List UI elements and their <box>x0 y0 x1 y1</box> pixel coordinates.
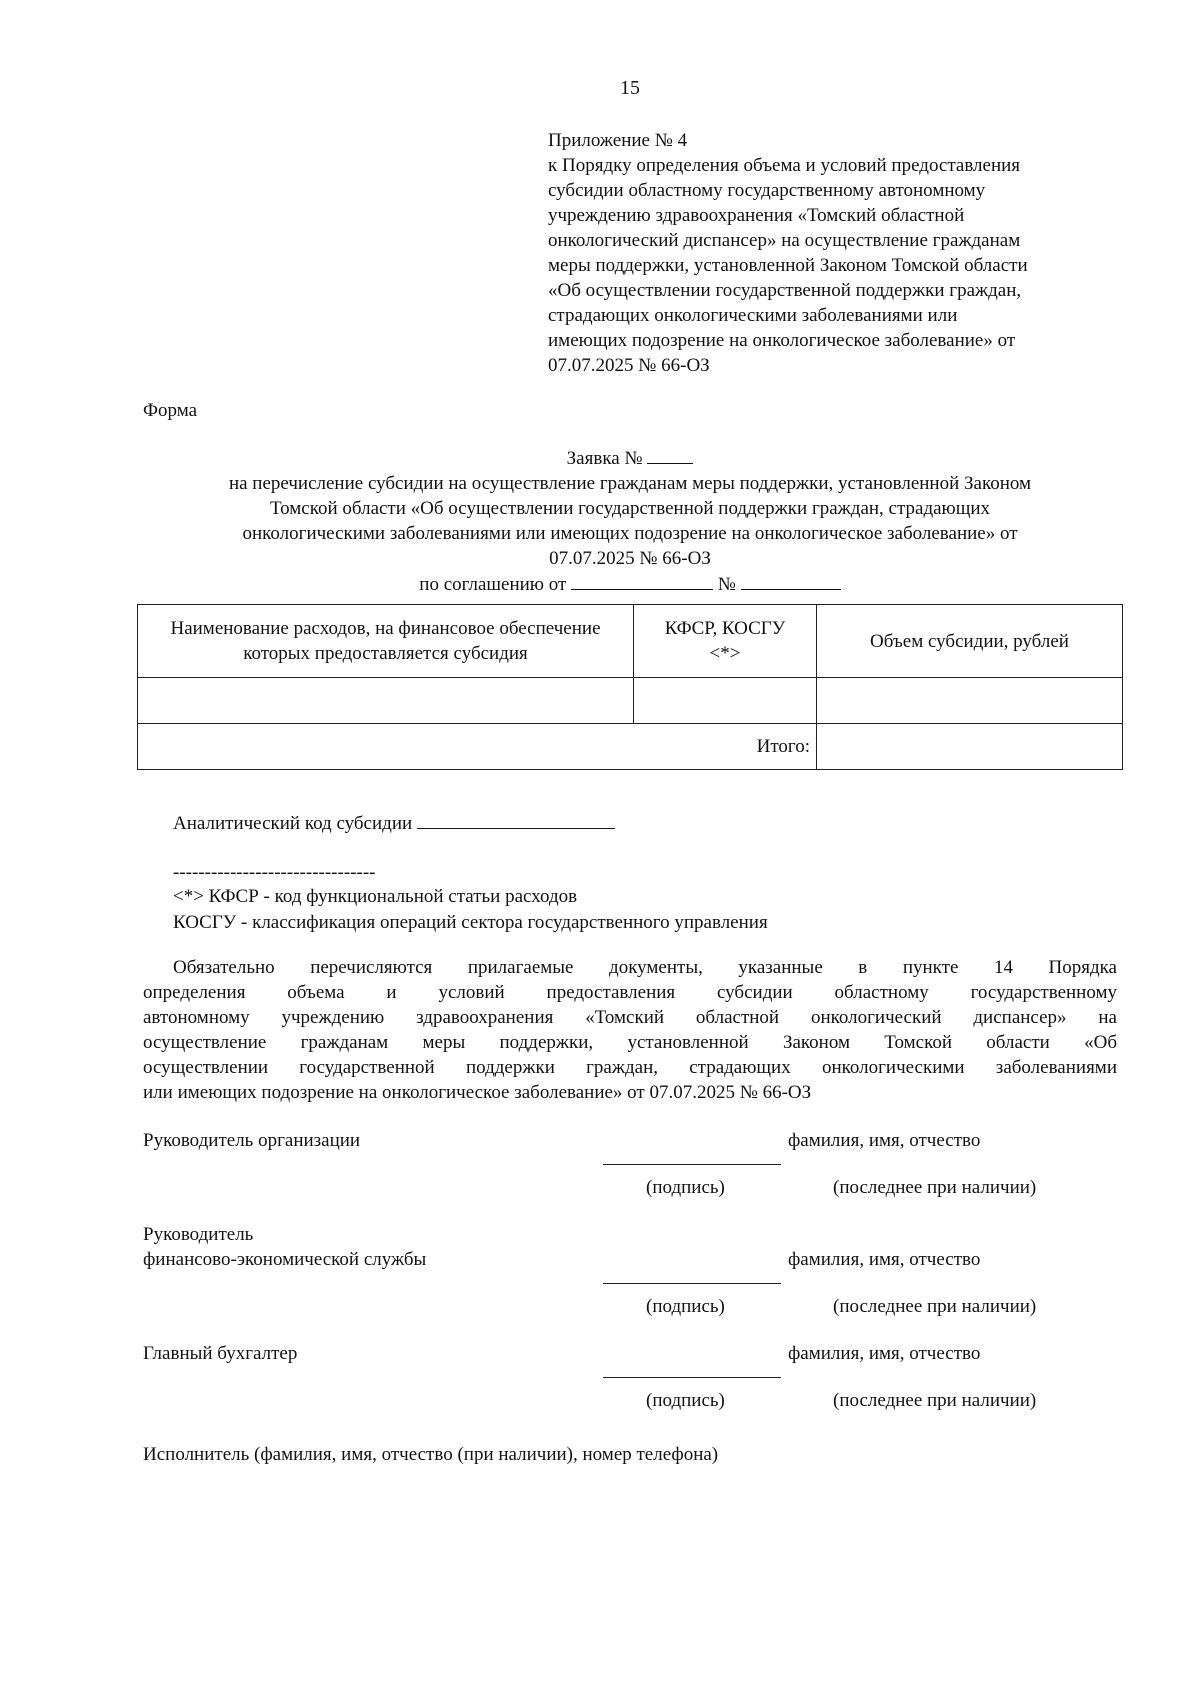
request-number-line <box>130 445 1130 471</box>
appendix-line: онкологический диспансер» на осуществление гражданам <box>548 230 1021 251</box>
appendix-line: имеющих подозрение на онкологическое заболевание» от <box>548 330 1016 351</box>
cell-expense-name[interactable] <box>138 678 634 724</box>
appendix-header <box>548 128 1128 378</box>
table-header-row <box>138 605 1123 678</box>
title-line: на перечисление субсидии на осуществление гражданам меры поддержки, установленной Законом <box>228 473 1032 494</box>
page-number: 15 <box>620 77 640 99</box>
footnote-separator: -------------------------------- <box>173 862 376 883</box>
request-title <box>130 445 1130 571</box>
agreement-prefix: по соглашению от <box>419 574 567 595</box>
documents-paragraph <box>143 955 1117 1105</box>
paragraph-line: автономному учреждению здравоохранения «Томский областной онкологический диспансер» на <box>143 1007 1117 1028</box>
fio-label-finance: фамилия, имя, отчество <box>788 1249 981 1270</box>
analytic-code-label: Аналитический код субсидии <box>173 813 413 834</box>
form-label: Форма <box>143 400 198 421</box>
request-label: Заявка № <box>566 448 643 469</box>
appendix-line: к Порядку определения объема и условий предоставления <box>548 155 1021 176</box>
footnote-kosgu: КОСГУ - классификация операций сектора государственного управления <box>173 912 768 933</box>
agreement-line <box>130 571 1130 597</box>
table-total-row <box>138 724 1123 770</box>
last-caption-accountant: (последнее при наличии) <box>833 1390 1037 1411</box>
signature-label-finance-1: Руководитель <box>143 1224 254 1245</box>
analytic-code-line <box>173 810 615 836</box>
podpis-caption-head: (подпись) <box>646 1177 725 1198</box>
appendix-line: страдающих онкологическими заболеваниями или <box>548 305 958 326</box>
signature-label-head: Руководитель организации <box>143 1130 361 1151</box>
paragraph-line: определения объема и условий предоставления субсидии областному государственному <box>143 982 1117 1003</box>
agreement-number-blank[interactable] <box>741 571 841 590</box>
last-caption-finance: (последнее при наличии) <box>833 1296 1037 1317</box>
signature-label-accountant: Главный бухгалтер <box>143 1343 298 1364</box>
footnote-kfsr: <*> КФСР - код функциональной статьи расходов <box>173 886 578 907</box>
title-line: Томской области «Об осуществлении государственной поддержки граждан, страдающих <box>269 498 991 519</box>
signature-line-head[interactable] <box>603 1164 781 1165</box>
appendix-line: учреждению здравоохранения «Томский областной <box>548 205 965 226</box>
executor-line: Исполнитель (фамилия, имя, отчество (при наличии), номер телефона) <box>143 1444 719 1465</box>
cell-total-amount[interactable] <box>817 724 1123 770</box>
appendix-line: Приложение № 4 <box>548 130 688 151</box>
paragraph-line: осуществление гражданам меры поддержки, установленной Законом Томской области «Об <box>143 1032 1117 1053</box>
signature-label-finance-2: финансово-экономической службы <box>143 1249 427 1270</box>
fio-label-accountant: фамилия, имя, отчество <box>788 1343 981 1364</box>
analytic-code-blank[interactable] <box>417 810 615 829</box>
appendix-line: субсидии областному государственному автономному <box>548 180 986 201</box>
header-subsidy-amount: Объем субсидии, рублей <box>817 605 1123 678</box>
agreement-date-blank[interactable] <box>571 571 713 590</box>
signature-line-finance[interactable] <box>603 1283 781 1284</box>
paragraph-line: Обязательно перечисляются прилагаемые документы, указанные в пункте 14 Порядка <box>173 957 1117 978</box>
expenses-table <box>137 604 1123 770</box>
request-number-blank[interactable] <box>647 445 693 464</box>
appendix-line: «Об осуществлении государственной поддержки граждан, <box>548 280 1022 301</box>
agreement-number-sign: № <box>717 574 736 595</box>
appendix-line: 07.07.2025 № 66-ОЗ <box>548 355 710 376</box>
fio-label-head: фамилия, имя, отчество <box>788 1130 981 1151</box>
total-label: Итого: <box>138 724 817 770</box>
cell-subsidy-amount[interactable] <box>817 678 1123 724</box>
cell-kfsr-kosgu[interactable] <box>634 678 817 724</box>
podpis-caption-finance: (подпись) <box>646 1296 725 1317</box>
title-line: онкологическими заболеваниями или имеющих подозрение на онкологическое заболевание» от <box>242 523 1018 544</box>
paragraph-line: осуществлении государственной поддержки граждан, страдающих онкологическими заболеваниями <box>143 1057 1117 1078</box>
last-caption-head: (последнее при наличии) <box>833 1177 1037 1198</box>
podpis-caption-accountant: (подпись) <box>646 1390 725 1411</box>
paragraph-line: или имеющих подозрение на онкологическое заболевание» от 07.07.2025 № 66-ОЗ <box>143 1082 812 1103</box>
signature-line-accountant[interactable] <box>603 1377 781 1378</box>
appendix-line: меры поддержки, установленной Законом Томской области <box>548 255 1028 276</box>
header-kfsr-kosgu: КФСР, КОСГУ <*> <box>634 605 817 678</box>
table-row <box>138 678 1123 724</box>
header-expense-name: Наименование расходов, на финансовое обеспечение которых предоставляется субсидия <box>138 605 634 678</box>
title-line: 07.07.2025 № 66-ОЗ <box>549 548 711 569</box>
